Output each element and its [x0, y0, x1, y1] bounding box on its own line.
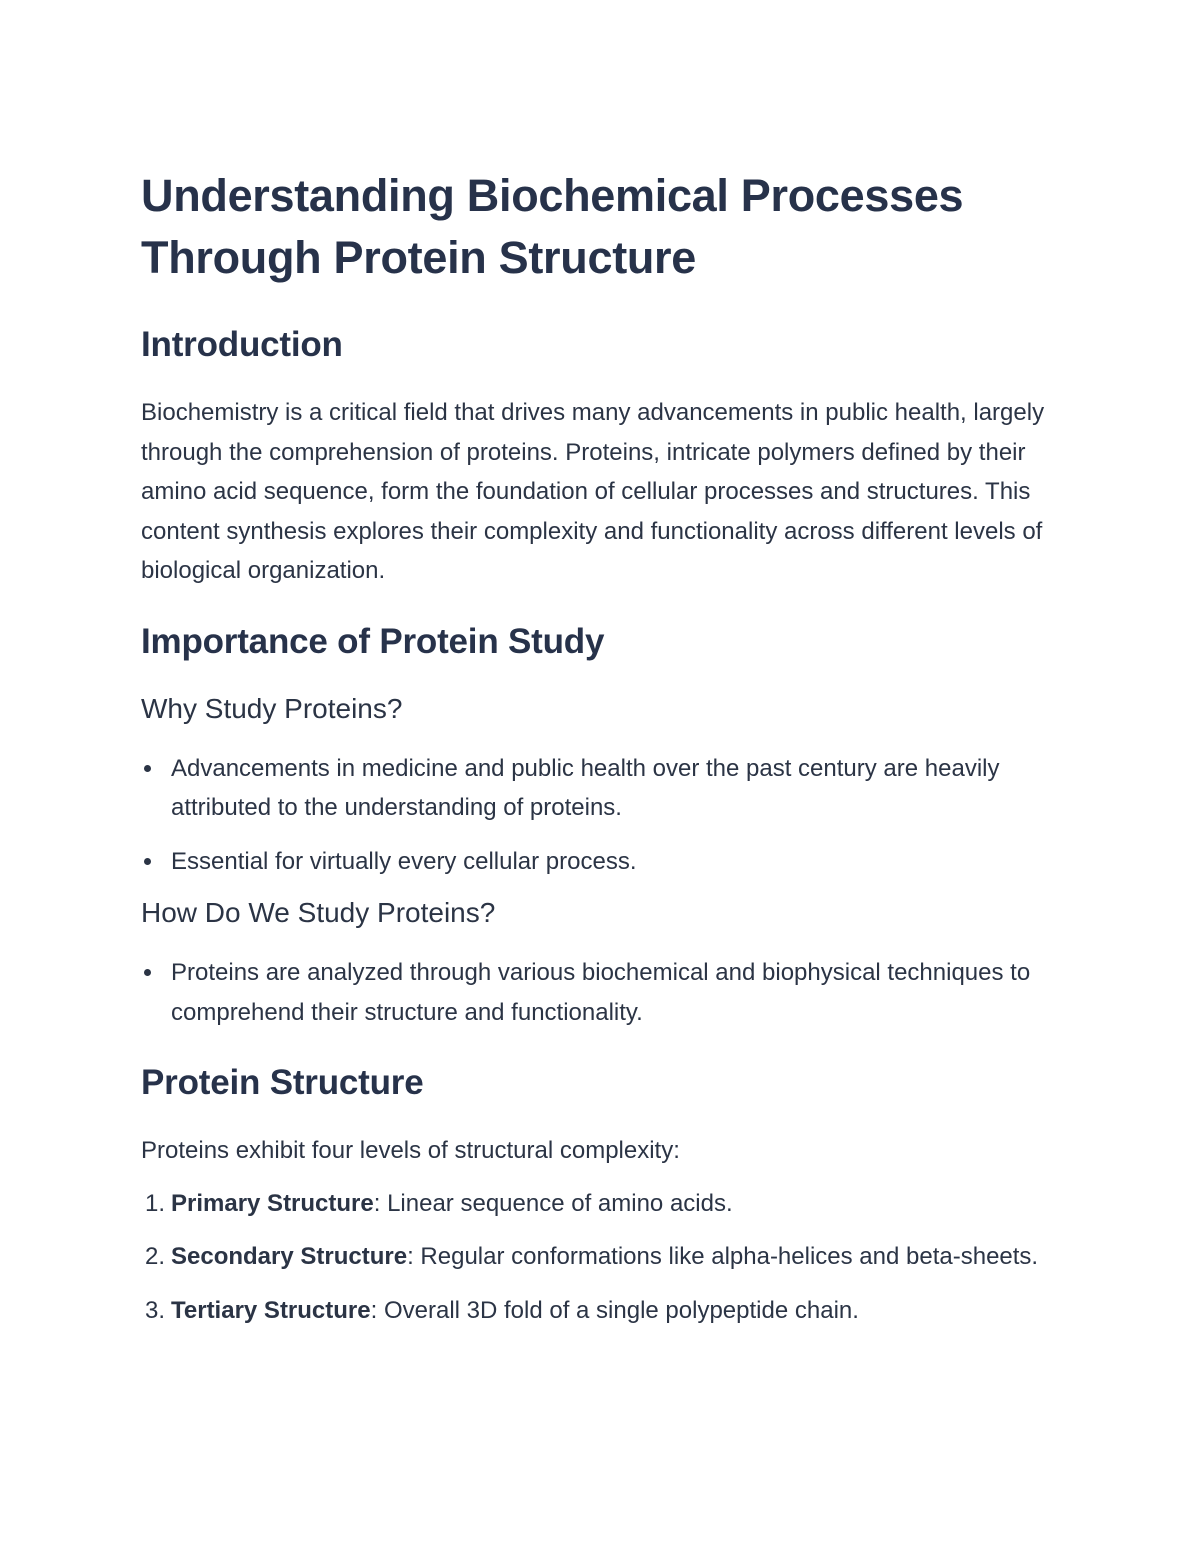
- list-item: [141, 953, 1061, 1032]
- structure-levels-list: [141, 1184, 1061, 1331]
- protein-structure-intro: Proteins exhibit four levels of structural complexity:: [141, 1137, 680, 1164]
- list-item: [141, 749, 1061, 828]
- level-term: Secondary Structure: [171, 1243, 408, 1270]
- bullet-icon: [144, 858, 151, 865]
- level-description: : Linear sequence of amino acids.: [373, 1189, 733, 1217]
- list-item-text: Advancements in medicine and public health over the past century are heavily attributed to the understanding of proteins.: [171, 754, 1000, 821]
- list-number: 2.: [145, 1243, 166, 1270]
- why-study-list: [141, 749, 1061, 882]
- list-item-text: Essential for virtually every cellular process.: [171, 847, 637, 875]
- list-number: 3.: [145, 1296, 166, 1324]
- why-study-heading: Why Study Proteins?: [141, 692, 403, 724]
- page-title: Understanding Biochemical Processes Through Protein Structure: [141, 170, 964, 283]
- document-page: [141, 165, 1061, 1344]
- how-study-list: [141, 953, 1061, 1032]
- list-item: [141, 1291, 1061, 1331]
- introduction-heading: Introduction: [141, 325, 343, 364]
- bullet-icon: [144, 765, 151, 772]
- list-item-text: Proteins are analyzed through various biochemical and biophysical techniques to comprehend their structure and functionality.: [171, 959, 1031, 1026]
- list-number: 1.: [145, 1189, 166, 1217]
- bullet-icon: [144, 969, 151, 976]
- list-item: [141, 842, 1061, 882]
- protein-structure-heading: Protein Structure: [141, 1063, 424, 1102]
- how-study-heading: How Do We Study Proteins?: [141, 897, 496, 928]
- level-term: Primary Structure: [171, 1189, 374, 1217]
- level-term: Tertiary Structure: [171, 1296, 371, 1324]
- level-description: : Overall 3D fold of a single polypeptide chain.: [370, 1296, 859, 1324]
- list-item: [141, 1237, 1061, 1277]
- importance-heading: Importance of Protein Study: [141, 621, 605, 661]
- list-item: [141, 1184, 1061, 1224]
- level-description: : Regular conformations like alpha-helices and beta-sheets.: [407, 1243, 1039, 1270]
- introduction-paragraph: Biochemistry is a critical field that drives many advancements in public health, largely through the comprehension of proteins. Proteins, intricate polymers defined by their amino acid sequence, form the foundation of cellular processes and structures. This content synthesis explores their complexity and functionality across different levels of biological organization.: [141, 399, 1045, 584]
